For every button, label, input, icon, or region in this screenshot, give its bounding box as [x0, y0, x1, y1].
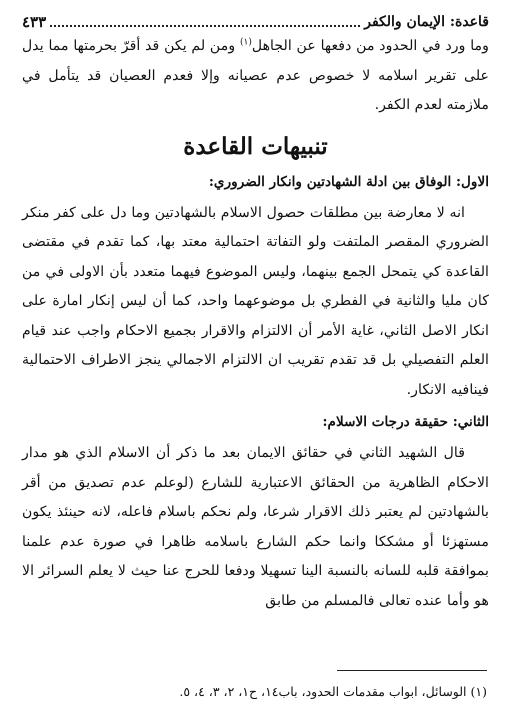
- header-title: قاعدة: الإيمان والكفر: [364, 14, 489, 30]
- footnote-divider: [337, 670, 487, 671]
- first-note-paragraph: انه لا معارضة بين مطلقات حصول الاسلام بالشهادتين وما دل على كفر منكر الضروري المقصر الملتفت ولو التفاتة احتمالية معتد بها، كما تقدم في مقتضى القاعدة كي يتمحل الجمع بينهما، وليس الموضوع فيهما متعدد بأن الاولى في من كان مليا والثانية في الفطري بل موضوعهما واحد، كما أن ليس إنكار امارة على انكار الاصل الثاني، غاية الأمر أن الالتزام والاقرار بجميع الاحكام واجب عند قيام العلم التفصيلي بل قد تقدم تقريب ان الالتزام الاجمالي ينجز الاطراف الاحتمالية فينافيه الانكار.: [22, 204, 489, 398]
- footnote: (١) الوسائل، ابواب مقدمات الحدود، باب١٤، ح١، ٢، ٣، ٤، ٥.: [179, 684, 487, 699]
- intro-text-end: ومن لم يكن قد أقرّ بحرمتها مما يدل على تقرير اسلامه لا خصوص عدم عصيانه وإلا فعدم العصيان قد يتأمل في ملازمته لعدم الكفر.: [22, 38, 489, 113]
- running-header: [22, 10, 489, 32]
- intro-paragraph: [22, 32, 489, 121]
- footnote-reference-mark: (١): [239, 37, 252, 48]
- second-note-heading: الثاني: حقيقة درجات الاسلام:: [322, 414, 489, 430]
- first-note-heading: الاول: الوفاق بين ادلة الشهادتين وانكار الضروري:: [208, 173, 489, 190]
- page-number: ٤٣٣: [22, 13, 47, 31]
- intro-text-start: وما ورد في الحدود من دفعها عن الجاهل: [251, 38, 490, 54]
- section-title: تنبيهات القاعدة: [183, 132, 328, 160]
- header-dot-leader: [50, 24, 360, 27]
- second-note-paragraph: قال الشهيد الثاني في حقائق الايمان بعد ما ذكر أن الاسلام الذي هو مدار الاحكام الظاهرية من الحقائق الاعتبارية للشارع (لوعلم عدم تصديق من أقر بالشهادتين لم يعتبر ذلك الاقرار شرعا، ولم نحكم باسلام فاعله، لانه حينئذ يكون مستهزئا أو مشككا وانما حكم الشارع باسلامه ظاهرا في صورة عدم علمنا بموافقة قلبه للسانه بالنسبة الينا تسهيلا ودفعا للحرج عنا حيث لا يعلم السرائر الا هو وأما عنده تعالى فالمسلم من طابق: [22, 445, 489, 609]
